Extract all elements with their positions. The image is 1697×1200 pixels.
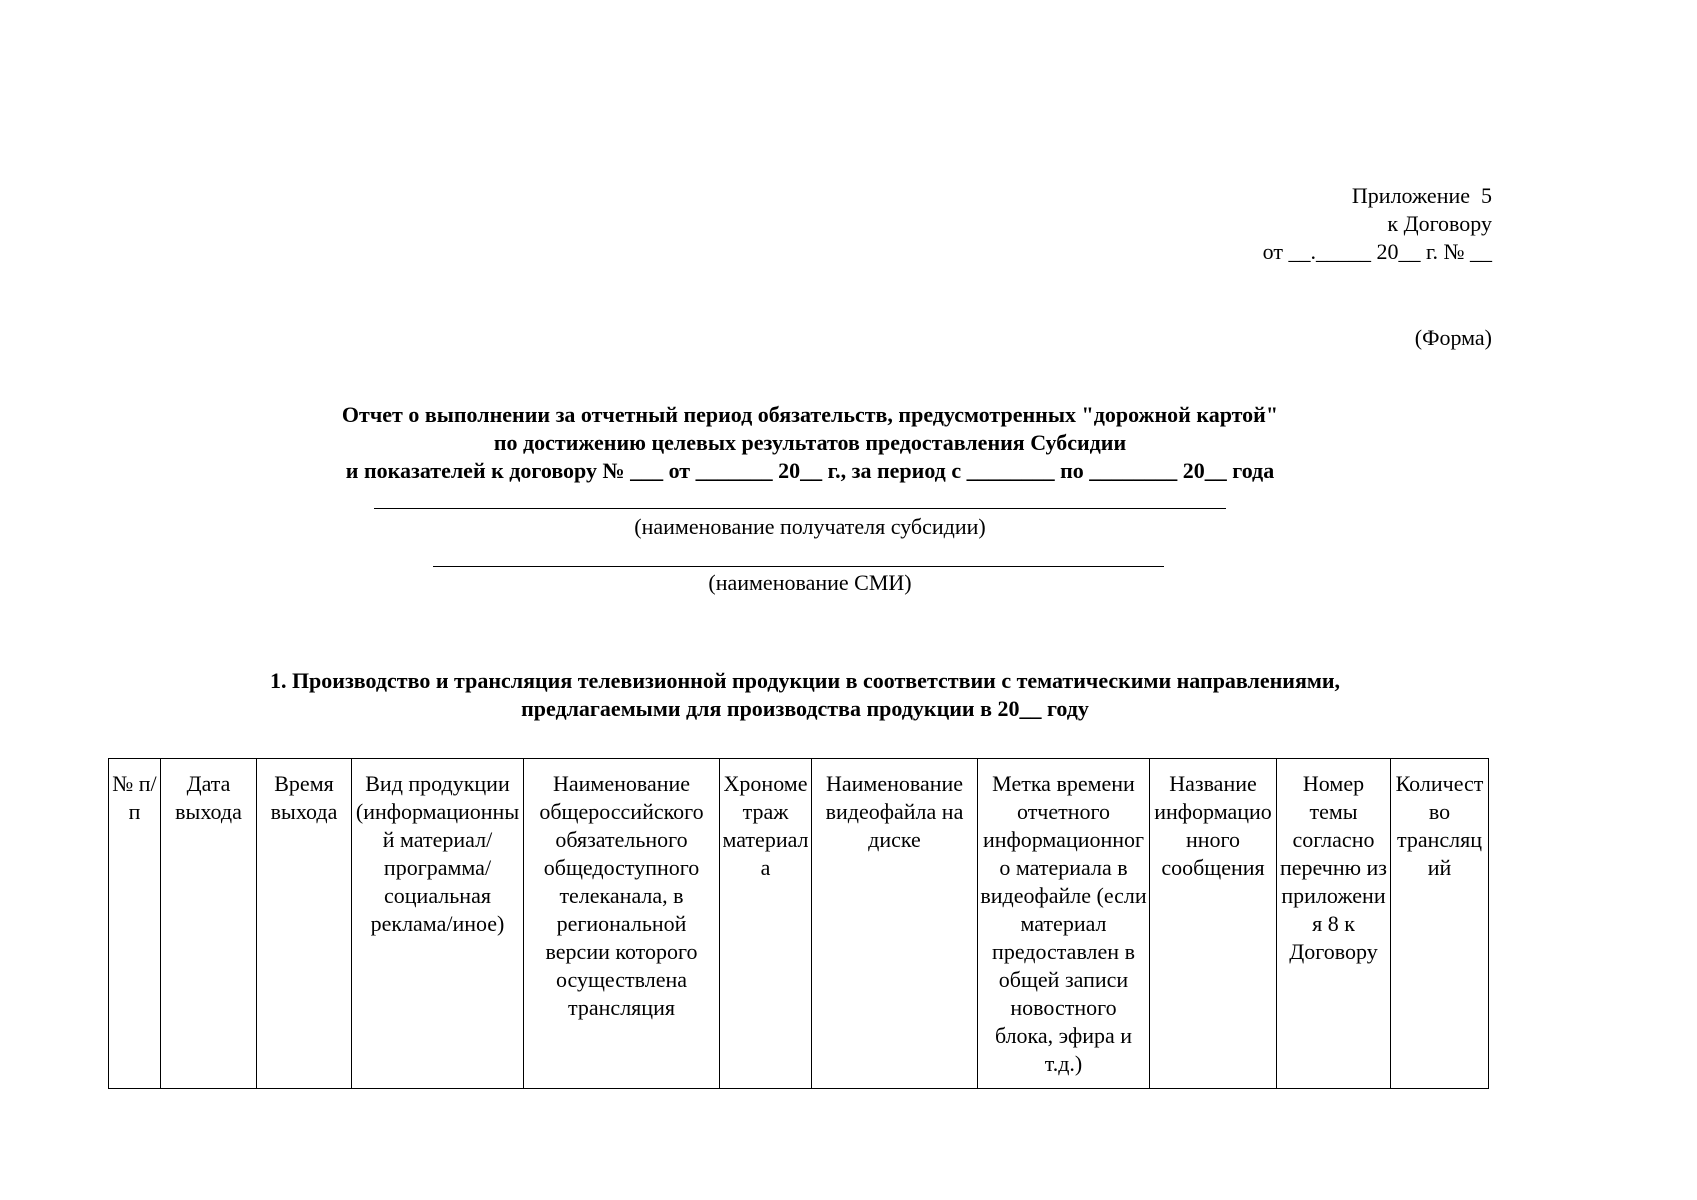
recipient-caption: (наименование получателя субсидии) [634, 514, 986, 539]
section-title-line-1: 1. Производство и трансляция телевизионной продукции в соответствии с тематическими направлениями, [269, 668, 1341, 693]
header-cell-product-type: Вид продукции (информационный материал/программа/социальная реклама/иное) [352, 759, 524, 1089]
recipient-signature-line [374, 508, 1226, 509]
header-cell-number: № п/п [109, 759, 161, 1089]
header-cell-broadcast-count: Количество трансляций [1391, 759, 1489, 1089]
header-cell-date: Дата выхода [161, 759, 257, 1089]
media-caption: (наименование СМИ) [708, 570, 912, 595]
header-cell-video-file: Наименование видеофайла на диске [812, 759, 978, 1089]
header-cell-topic-number: Номер темы согласно перечню из приложения 8 к Договору [1277, 759, 1391, 1089]
report-title-line-3: и показателей к договору № ___ от _______ 20__ г., за период с ________ по ________ 20__ года [345, 458, 1275, 483]
section-title-line-2: предлагаемыми для производства продукции в 20__ году [521, 696, 1089, 721]
table-header-row [109, 759, 1489, 1089]
report-title [200, 401, 1420, 485]
header-cell-channel: Наименование общероссийского обязательного общедоступного телеканала, в региональной версии которого осуществлена трансляция [524, 759, 720, 1089]
appendix-line-2: к Договору [1387, 211, 1492, 236]
header-cell-timestamp: Метка времени отчетного информационного материала в видеофайле (если материал предоставлен в общей записи новостного блока, эфира и т.д.) [978, 759, 1150, 1089]
appendix-line-1: Приложение 5 [1351, 183, 1492, 208]
form-label: (Форма) [1414, 325, 1492, 350]
report-title-line-1: Отчет о выполнении за отчетный период обязательств, предусмотренных "дорожной картой" [341, 402, 1279, 427]
header-cell-time: Время выхода [257, 759, 352, 1089]
appendix-line-3: от __._____ 20__ г. № __ [1262, 239, 1492, 264]
section-title [150, 667, 1460, 723]
report-title-line-2: по достижению целевых результатов предоставления Субсидии [493, 430, 1127, 455]
appendix-block [1263, 182, 1492, 266]
header-cell-duration: Хронометраж материала [720, 759, 812, 1089]
header-cell-message-title: Название информационного сообщения [1150, 759, 1277, 1089]
report-table [108, 758, 1489, 1089]
media-signature-line [433, 566, 1164, 567]
